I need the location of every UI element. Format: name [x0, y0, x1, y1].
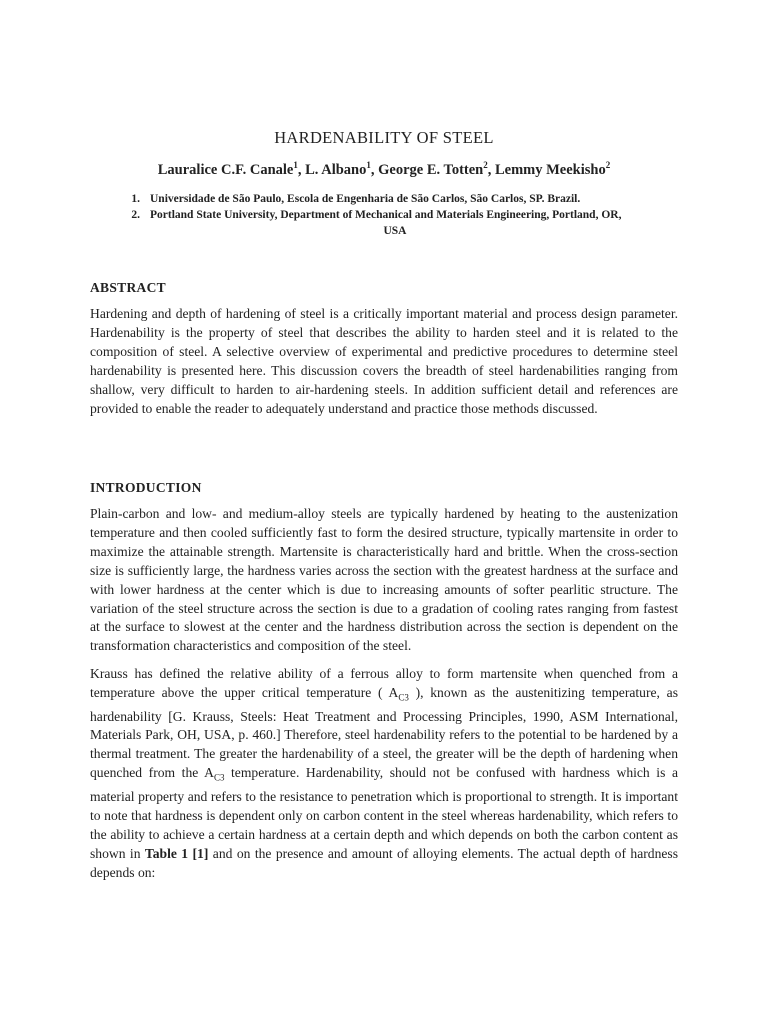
affiliation: 2. Portland State University, Department of Mechanical and Materials Engineering, Portland, OR,: [131, 209, 622, 221]
affiliation: 1. Universidade de São Paulo, Escola de Engenharia de São Carlos, São Carlos, SP. Brazil.: [131, 193, 581, 205]
author: Lauralice C.F. Canale$^1$: [157, 160, 298, 178]
author: L. Albano$^1$: [305, 160, 371, 178]
affiliations: [110, 191, 680, 239]
author-list: Lauralice C.F. Canale$^1$, L. Albano$^1$, George E. Totten$^2$, Lemmy Meekisho$^2$: [157, 160, 611, 178]
author: George E. Totten$^2$: [378, 160, 488, 178]
table-reference: Table 1 [1]: [144, 845, 209, 861]
paper-title: HARDENABILITY OF STEEL: [274, 128, 494, 147]
affiliation-cont: USA: [383, 225, 407, 237]
abstract-text: Hardening and depth of hardening of steel is a critically important material and process design parameter. Hardenability is the property of steel that describes the ability to harden steel and it is related to the composition of steel. A selective overview of experimental and predictive procedures to determine steel hardenability is presented here. This discussion covers the breadth of steel hardenabilities ranging from shallow, very difficult to harden to air-hardening steels. In addition sufficient detail and references are provided to enable the reader to adequately understand and practice those methods discussed.: [90, 306, 678, 416]
abstract-heading: ABSTRACT: [90, 280, 166, 295]
author: Lemmy Meekisho$^2$: [494, 160, 611, 178]
intro-paragraph-2: Krauss has defined the relative ability of a ferrous alloy to form martensite when quenched from a temperature above the upper critical temperature ( $A_{C3}$ ), known as the austenitizing temperature, as hardenability [G. Krauss, Steels: Heat Treatment and Processing Principles, 1990, ASM International, Materials Park, OH, USA, p. 460.] Therefore, steel hardenability refers to the potential to be hardened by a thermal treatment. The greater the hardenability of a steel, the greater will be the depth of hardening when quenched from the $A_{C3}$ temperature. Hardenability, should not be confused with hardness which is a material property and refers to the resistance to penetration which is proportional to strength. It is important to note that hardness is dependent only on carbon content in the steel whereas hardenability, which refers to the ability to achieve a certain hardness at a certain depth and which depends on both the carbon content as shown in Table 1 [1] and on the presence and amount of alloying elements. The actual depth of hardness depends on:: [90, 666, 678, 880]
intro-paragraph-1: Plain-carbon and low- and medium-alloy steels are typically hardened by heating to the austenization temperature and then cooled sufficiently fast to form the desired structure, typically martensite in order to maximize the attainable strength. Martensite is characteristically hard and brittle. When the cross-section size is sufficiently large, the hardness varies across the section with the greatest hardness at the surface and with lower hardness at the center which is due to increasing amounts of softer pearlitic structure. The variation of the steel structure across the section is due to a gradation of cooling rates ranging from fastest at the surface to slowest at the center and the hardness distribution across the section is dependent on the transformation characteristics and composition of the steel.: [90, 506, 678, 654]
introduction-heading: INTRODUCTION: [90, 480, 202, 495]
